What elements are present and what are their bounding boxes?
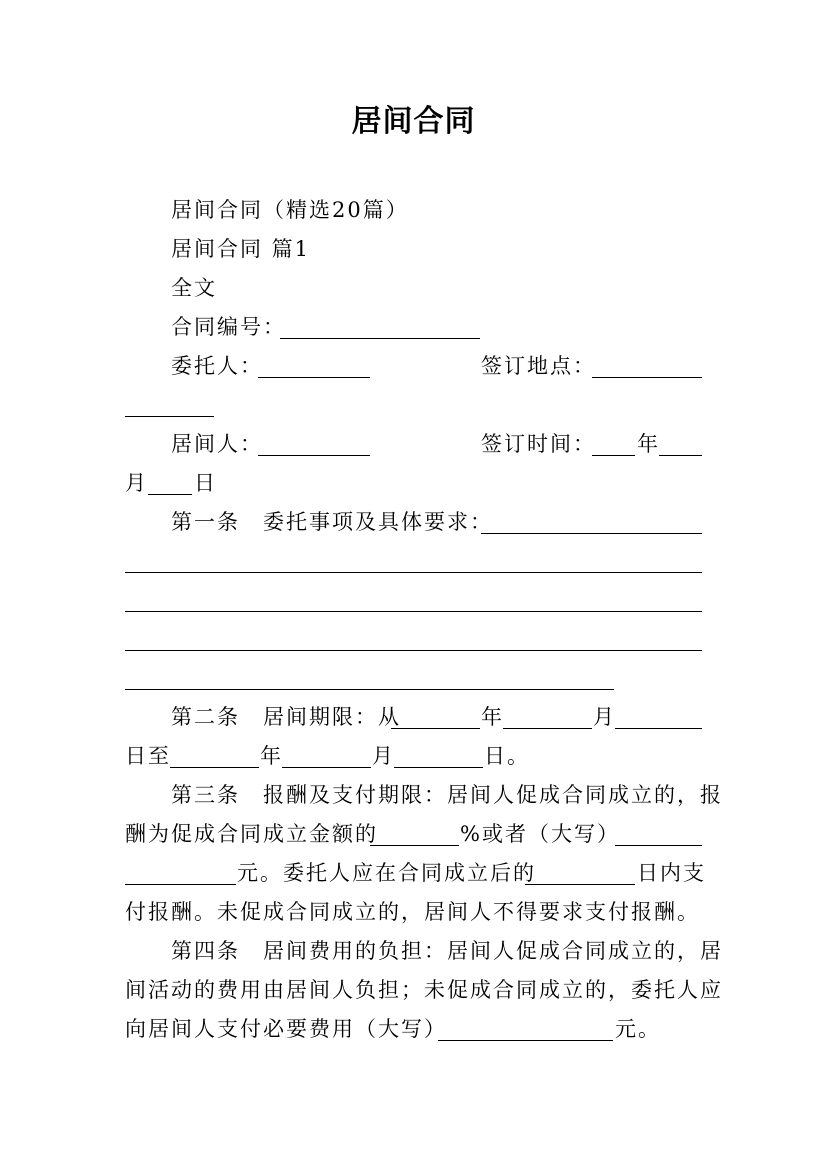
article-1-blank-5 <box>125 689 614 690</box>
contract-number-label: 合同编号： <box>171 315 286 339</box>
article-4-line-3a: 向居间人支付必要费用（大写） <box>125 1017 447 1041</box>
article-4-fee-blank <box>438 1040 613 1041</box>
contract-number-blank <box>280 338 480 339</box>
article-3: 第三条 报酬及支付期限：居间人促成合同成立的，报 <box>171 783 723 807</box>
article-3-line-2a: 酬为促成合同成立金额的 <box>125 822 378 846</box>
document-title: 居间合同 <box>351 104 476 139</box>
sign-time-label: 签订时间： <box>481 432 596 456</box>
article-2-to: 日至 <box>125 744 171 768</box>
article-2-day-blank <box>615 728 702 729</box>
day-label: 日 <box>194 471 217 495</box>
section-heading: 居间合同 篇1 <box>171 237 311 261</box>
client-blank <box>258 377 370 378</box>
article-3-line-3a: 元。委托人应在合同成立后的 <box>237 861 536 885</box>
year-label: 年 <box>637 432 660 456</box>
sign-place-blank <box>592 377 702 378</box>
article-2-to-year: 年 <box>260 744 283 768</box>
article-2-to-month-blank <box>282 767 371 768</box>
month-blank <box>659 455 702 456</box>
day-blank <box>148 494 192 495</box>
article-2-month-blank <box>503 728 592 729</box>
article-3-percent-blank <box>370 845 459 846</box>
month-label: 月 <box>125 471 148 495</box>
year-blank <box>592 455 635 456</box>
sign-place-label: 签订地点： <box>481 354 596 378</box>
article-3-line-3b: 日内支 <box>637 861 706 885</box>
article-4-line-3b: 元。 <box>615 1017 661 1041</box>
article-2-to-day-blank <box>394 767 483 768</box>
article-4: 第四条 居间费用的负担：居间人促成合同成立的，居 <box>171 939 723 963</box>
article-2-to-day: 日。 <box>484 744 530 768</box>
article-2-to-year-blank <box>170 767 259 768</box>
article-1: 第一条 委托事项及具体要求： <box>171 510 493 534</box>
sign-place-blank-cont <box>125 416 214 417</box>
article-2-to-month: 月 <box>372 744 395 768</box>
fulltext-label: 全文 <box>171 276 217 300</box>
article-3-line-2b: %或者（大写） <box>460 822 620 846</box>
article-3-days-blank <box>525 884 635 885</box>
article-3-amount-blank-1 <box>615 845 702 846</box>
article-1-blank-3 <box>125 611 702 612</box>
article-2-year-blank <box>391 728 480 729</box>
article-2: 第二条 居间期限：从 <box>171 705 401 729</box>
article-3-line-4: 付报酬。未促成合同成立的，居间人不得要求支付报酬。 <box>125 900 700 924</box>
client-label: 委托人： <box>171 354 263 378</box>
article-2-month: 月 <box>593 705 616 729</box>
intermediary-blank <box>258 455 370 456</box>
article-1-blank-2 <box>125 572 702 573</box>
article-1-blank-4 <box>125 650 702 651</box>
article-1-blank-1 <box>481 533 702 534</box>
subtitle-line: 居间合同（精选20篇） <box>171 198 409 222</box>
intermediary-label: 居间人： <box>171 432 263 456</box>
article-4-line-2: 间活动的费用由居间人负担；未促成合同成立的，委托人应 <box>125 978 723 1002</box>
article-3-amount-blank-2 <box>125 884 236 885</box>
article-2-year: 年 <box>481 705 504 729</box>
